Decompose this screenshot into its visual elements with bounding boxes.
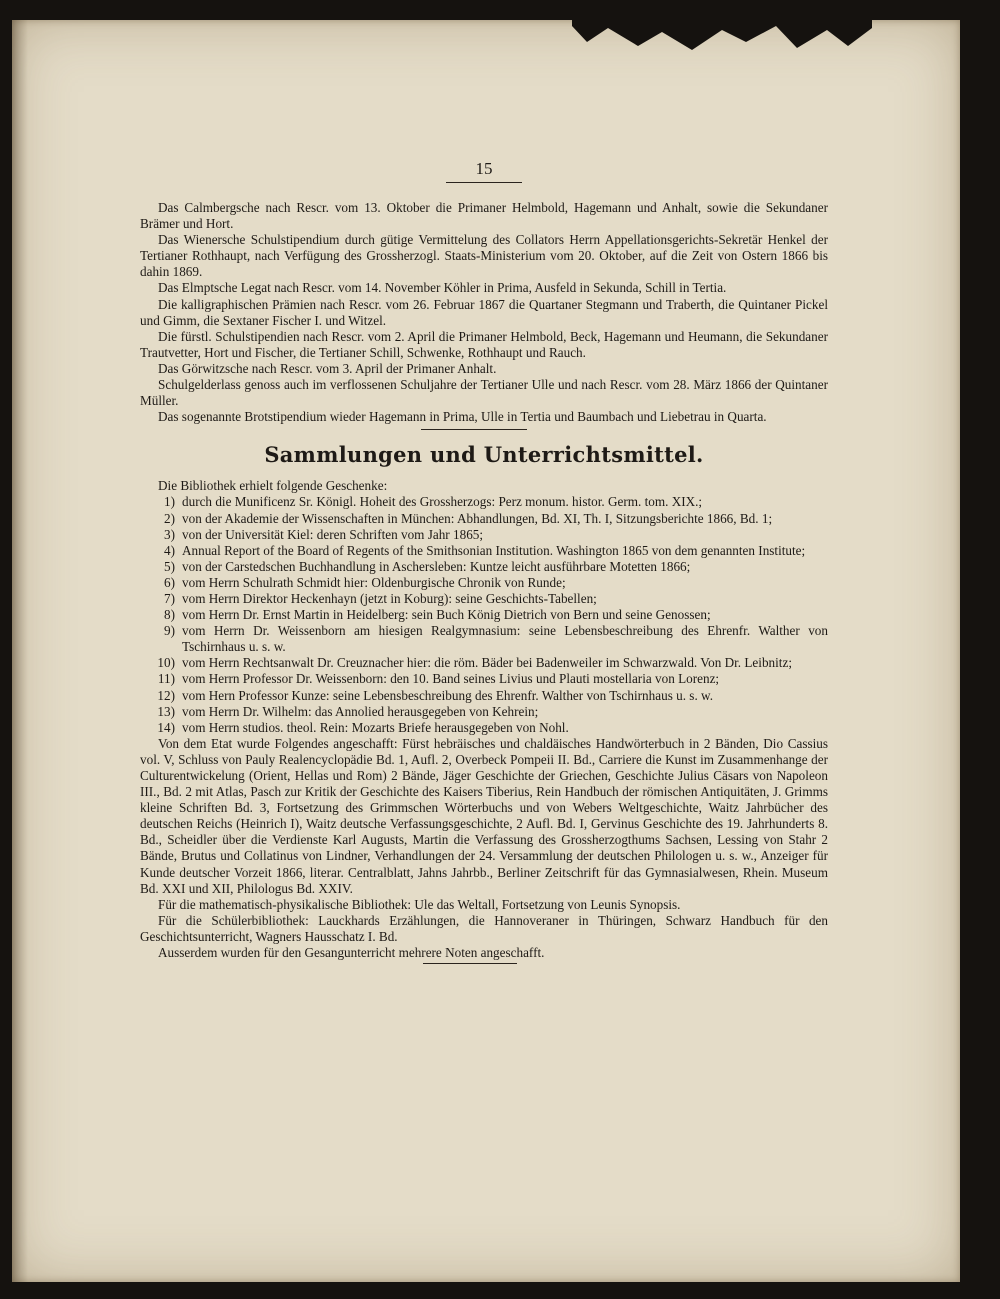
library-intro: Die Bibliothek erhielt folgende Geschenke:: [158, 478, 388, 494]
list-item: 9) vom Herrn Dr. Weissenborn am hiesigen Realgymnasium: seine Lebensbeschreibung des Ehrenfr. Walther von Tschirnhaus u. s. w.: [164, 623, 828, 655]
torn-paper-edge: [572, 20, 872, 58]
paragraph-student-library: Für die Schülerbibliothek: Lauckhards Erzählungen, die Hannoveraner in Thüringen, Schwarz Handbuch für den Geschichtsunterricht, Wagners Hausschatz I. Bd.: [140, 912, 828, 944]
list-item: 14) vom Herrn studios. theol. Rein: Mozarts Briefe herausgegeben von Nohl.: [157, 719, 569, 735]
list-item: 11) vom Herrn Professor Dr. Weissenborn: den 10. Band seines Livius und Plauti mostellaria von Lorenz;: [157, 671, 720, 687]
scanned-page: [12, 20, 960, 1282]
paragraph-fuerstl: Die fürstl. Schulstipendien nach Rescr. vom 2. April die Primaner Helmbold, Beck, Hagemann und Heumann, die Sekundaner Trautvetter, Hort und Fischer, die Tertianer Schill, Schwenke, Rothhaupt und Rauch.: [140, 328, 828, 360]
paragraph-music: Ausserdem wurden für den Gesangunterricht mehrere Noten angeschafft.: [158, 945, 545, 961]
list-item: 6) vom Herrn Schulrath Schmidt hier: Oldenburgische Chronik von Runde;: [164, 574, 566, 590]
paragraph-brot: Das sogenannte Brotstipendium wieder Hagemann in Prima, Ulle in Tertia und Baumbach und Liebetrau in Quarta.: [158, 409, 767, 425]
stipend-paragraphs: [140, 200, 828, 425]
list-item: 2) von der Akademie der Wissenschaften in München: Abhandlungen, Bd. XI, Th. I, Sitzungsberichte 1866, Bd. 1;: [164, 510, 773, 526]
binding-shadow: [12, 20, 28, 1282]
paragraph-praemien: Die kalligraphischen Prämien nach Rescr. vom 26. Februar 1867 die Quartaner Stegmann und Traberth, die Quintaner Pickel und Gimm, die Sextaner Fischer I. und Witzel.: [140, 296, 828, 328]
list-item: 8) vom Herrn Dr. Ernst Martin in Heidelberg: sein Buch König Dietrich von Bern und seine Genossen;: [164, 607, 711, 623]
paragraph-goerwitz: Das Görwitzsche nach Rescr. vom 3. April der Primaner Anhalt.: [158, 360, 497, 376]
paragraph-math-library: Für die mathematisch-physikalische Bibliothek: Ule das Weltall, Fortsetzung von Leunis Synopsis.: [158, 896, 681, 912]
paragraph-calmberg: Das Calmbergsche nach Rescr. vom 13. Oktober die Primaner Helmbold, Hagemann und Anhalt, sowie die Sekundaner Brämer und Hort.: [140, 200, 828, 232]
section-divider: [421, 429, 527, 430]
list-item: 3) von der Universität Kiel: deren Schriften vom Jahr 1865;: [164, 526, 484, 542]
section-heading: Sammlungen und Unterrichtsmittel.: [264, 442, 704, 468]
list-item: 12) vom Hern Professor Kunze: seine Lebensbeschreibung des Ehrenfr. Walther von Tschirnhaus u. s. w.: [157, 687, 713, 703]
list-item: 5) von der Carstedschen Buchhandlung in Aschersleben: Kuntze leicht ausführbare Motetten 1866;: [164, 558, 691, 574]
paragraph-wiener: Das Wienersche Schulstipendium durch gütige Vermittelung des Collators Herrn Appellationsgerichts-Sekretär Henkel der Tertianer Rothhaupt, nach Verfügung des Grossherzogl. Staats-Ministerium vom 20. Oktober, auf die Zeit von Ostern 1866 bis dahin 1869.: [140, 232, 828, 280]
purchase-paragraphs: [140, 736, 828, 961]
paragraph-etat: Von dem Etat wurde Folgendes angeschafft: Fürst hebräisches und chaldäisches Handwörterbuch in 2 Bänden, Dio Cassius vol. V, Schluss von Pauly Realencyclopädie Bd. 1, Aufl. 2, Overbeck Pompeii II. Bd., Carriere die Kunst im Zusammenhange der Culturentwickelung (Orient, Hellas und Rom) 2 Bände, Jäger Geschichte der Griechen, Geschichte Julius Cäsars von Napoleon III., Bd. 2 mit Atlas, Pasch zur Kritik der Geschichte des Kaisers Tiberius, Rein Handbuch der römischen Antiquitäten, J. Grimms kleine Schriften Bd. 3, Fortsetzung des Grimmschen Wörterbuchs und von Webers Weltgeschichte, Waitz Jahrbücher des deutschen Reichs (Heinrich I), Waitz deutsche Verfassungsgeschichte, 2 Aufl. Bd. I, Gervinus Geschichte des 19. Jahrhunderts 8. Bd., Scheidler über die Verdienste Karl Augusts, Martin die Verfassung des Grossherzogthums Sachsen, Lessing von Stahr 2 Bände, Brutus und Collatinus von Lindner, Verhandlungen der 24. Versammlung der deutschen Philologen u. s. w., Anzeiger für Kunde deutscher Vorzeit 1866, literar. Centralblatt, Jahns Jahrbb., Berliner Zeitschrift für das Gymnasialwesen, Rhein. Museum Bd. XXI und XII, Philologus Bd. XXIV.: [140, 735, 828, 896]
page-content: [140, 158, 828, 964]
list-item: 10) vom Herrn Rechtsanwalt Dr. Creuznacher hier: die röm. Bäder bei Badenweiler im Schwarzwald. Von Dr. Leibnitz;: [157, 655, 792, 671]
paragraph-schulgeld: Schulgelderlass genoss auch im verflossenen Schuljahre der Tertianer Ulle und nach Rescr. vom 28. März 1866 der Quintaner Müller.: [140, 377, 828, 409]
list-item: 7) vom Herrn Direktor Heckenhayn (jetzt in Koburg): seine Geschichts-Tabellen;: [164, 590, 597, 606]
closing-divider: [423, 963, 517, 964]
list-item: 1) durch die Munificenz Sr. Königl. Hoheit des Grossherzogs: Perz monum. histor. Germ. tom. XIX.;: [164, 494, 703, 510]
paragraph-elmpt: Das Elmptsche Legat nach Rescr. vom 14. November Köhler in Prima, Ausfeld in Sekunda, Schill in Tertia.: [158, 280, 727, 296]
gift-list: [140, 494, 828, 735]
page-number-rule: [446, 182, 522, 183]
list-item: 4) Annual Report of the Board of Regents of the Smithsonian Institution. Washington 1865 von dem genannten Institute;: [164, 542, 806, 558]
list-item: 13) vom Herrn Dr. Wilhelm: das Annolied herausgegeben von Kehrein;: [157, 703, 539, 719]
page-number: 15: [475, 159, 493, 178]
